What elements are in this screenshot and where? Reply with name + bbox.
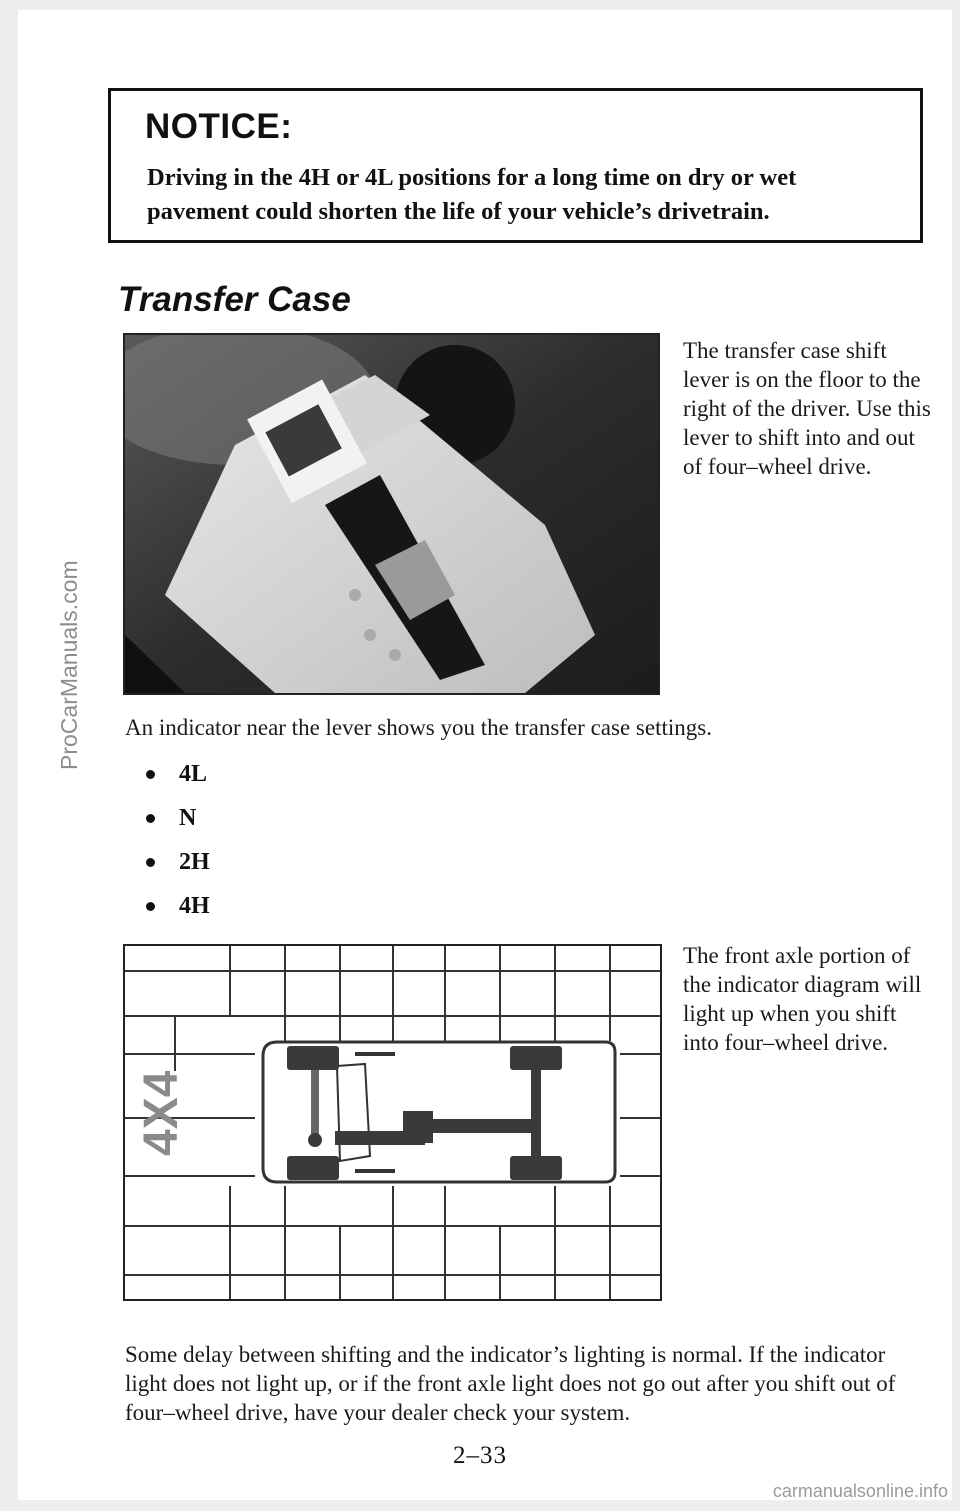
setting-label: N [179, 805, 197, 831]
bullet-icon [146, 814, 155, 823]
bullet-icon [146, 858, 155, 867]
drivetrain-diagram-icon [125, 946, 660, 1299]
page-number: 2–33 [453, 1442, 507, 1469]
list-item [146, 796, 210, 840]
notice-title: NOTICE: [145, 107, 293, 146]
closing-paragraph: Some delay between shifting and the indicator’s lighting is normal. If the indicator light does not light up, or if the front axle light does not go out after you shift out of four–wheel drive, have your dealer check your system. [125, 1342, 896, 1425]
footer-watermark: carmanualsonline.info [772, 1481, 948, 1501]
list-item [146, 840, 210, 884]
indicator-diagram [123, 944, 662, 1301]
diagram-caption: The front axle portion of the indicator diagram will light up when you shift into four–wheel drive. [683, 943, 922, 1055]
settings-list [146, 752, 210, 928]
list-item [146, 884, 210, 928]
setting-label: 4H [179, 893, 210, 919]
settings-intro: An indicator near the lever shows you the transfer case settings. [125, 715, 712, 740]
list-item [146, 752, 210, 796]
transfer-case-photo [123, 333, 660, 695]
photo-caption: The transfer case shift lever is on the floor to the right of the driver. Use this lever to shift into and out of four–wheel drive. [683, 338, 931, 479]
setting-label: 4L [179, 761, 208, 787]
side-watermark: ProCarManuals.com [56, 560, 82, 770]
bullet-icon [146, 902, 155, 911]
section-title: Transfer Case [118, 280, 351, 319]
notice-body: Driving in the 4H or 4L positions for a long time on dry or wet pavement could shorten the life of your vehicle’s drivetrain. [147, 164, 797, 225]
diagram-label: 4X4 [135, 1070, 188, 1156]
bullet-icon [146, 770, 155, 779]
notice-box [108, 88, 923, 243]
setting-label: 2H [179, 849, 210, 875]
